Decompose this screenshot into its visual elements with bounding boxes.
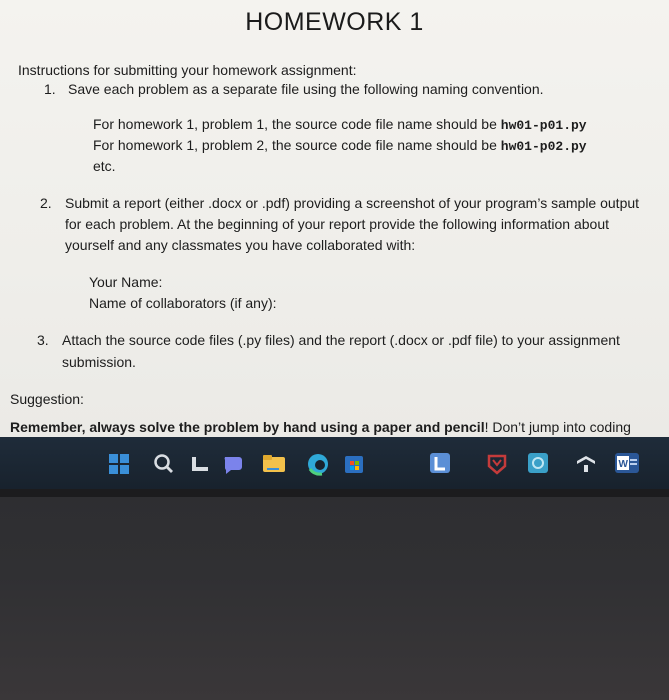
item-3-line-1: Attach the source code files (.py files) and the report (.docx or .pdf file) to your assignment <box>62 332 620 348</box>
laptop-bezel <box>0 489 669 700</box>
filename-p01: hw01-p01.py <box>500 118 587 133</box>
task-view-icon[interactable] <box>190 453 210 473</box>
suggestion-text: Remember, always solve the problem by hand using a paper and pencil! Don’t jump into coding <box>10 419 631 435</box>
instructions-heading: Instructions for submitting your homework assignment: <box>18 62 357 78</box>
word-icon[interactable] <box>615 453 639 473</box>
file-explorer-icon[interactable] <box>262 453 282 473</box>
filename-p02: hw01-p02.py <box>500 139 587 154</box>
naming-etc: etc. <box>93 158 116 174</box>
app-icon[interactable] <box>528 453 548 473</box>
your-name-field: Your Name: <box>89 274 163 290</box>
item-3-number: 3. <box>37 332 49 348</box>
mcafee-icon[interactable] <box>486 453 506 473</box>
item-1-number: 1. <box>44 81 56 97</box>
suggestion-label: Suggestion: <box>10 391 84 407</box>
item-2-number: 2. <box>40 195 52 211</box>
vpn-icon[interactable] <box>575 453 595 473</box>
item-2-line-3: yourself and any classmates you have collaborated with: <box>65 237 416 253</box>
start-icon[interactable] <box>108 453 130 475</box>
lecture-app-icon[interactable] <box>430 453 450 473</box>
naming-example-1: For homework 1, problem 1, the source code file name should be hw01-p01.py <box>93 116 587 133</box>
item-2-line-2: for each problem. At the beginning of your report provide the following information about <box>65 216 609 232</box>
taskbar <box>0 437 669 489</box>
naming-example-2: For homework 1, problem 2, the source code file name should be hw01-p02.py <box>93 137 587 154</box>
page-title: HOMEWORK 1 <box>245 8 424 36</box>
search-icon[interactable] <box>153 453 173 473</box>
screen-bottom-edge <box>0 489 669 497</box>
collaborators-field: Name of collaborators (if any): <box>89 295 277 311</box>
edge-icon[interactable] <box>307 453 327 473</box>
item-1-line: Save each problem as a separate file using the following naming convention. <box>68 81 544 97</box>
item-2-line-1: Submit a report (either .docx or .pdf) providing a screenshot of your program’s sample output <box>65 195 640 211</box>
svg-text:W: W <box>618 459 628 470</box>
item-3-line-2: submission. <box>62 354 136 370</box>
store-icon[interactable] <box>343 453 363 473</box>
chat-icon[interactable] <box>222 453 242 473</box>
